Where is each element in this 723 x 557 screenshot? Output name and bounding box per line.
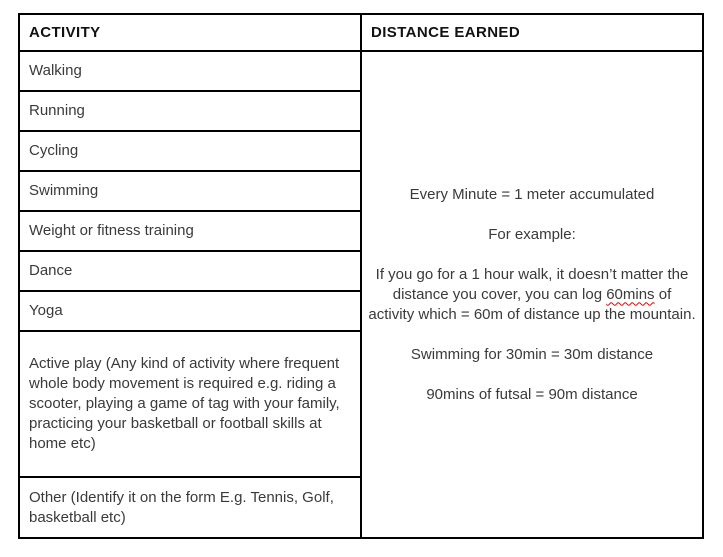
distance-earned-cell — [361, 51, 703, 538]
walk-example-text — [368, 265, 696, 325]
table-row — [19, 51, 703, 91]
activity-distance-table — [18, 13, 704, 539]
activity-cell-dance: Dance — [19, 251, 361, 291]
header-row — [19, 14, 703, 51]
for-example-label: For example: — [488, 225, 576, 243]
walk-example-before: If you go for a 1 hour walk, it doesn’t matter the distance you cover, you can log — [375, 265, 689, 303]
column-header-activity: ACTIVITY — [19, 14, 361, 51]
activity-cell-weight-training: Weight or fitness training — [19, 211, 361, 251]
activity-cell-running: Running — [19, 91, 361, 131]
distance-rule-text: Every Minute = 1 meter accumulated — [409, 185, 655, 203]
activity-cell-active-play: Active play (Any kind of activity where frequent whole body movement is required e.g. riding a scooter, playing a game of tag with your family, practicing your basketball or football skills at home etc) — [19, 331, 361, 477]
activity-cell-yoga: Yoga — [19, 291, 361, 331]
futsal-example-text: 90mins of futsal = 90m distance — [426, 385, 638, 403]
walk-example-after: of activity which = 60m of distance up the mountain. — [368, 285, 696, 323]
misspelled-word: 60mins — [606, 285, 655, 303]
activity-cell-swimming: Swimming — [19, 171, 361, 211]
activity-cell-other: Other (Identify it on the form E.g. Tennis, Golf, basketball etc) — [19, 477, 361, 538]
activity-cell-cycling: Cycling — [19, 131, 361, 171]
activity-cell-walking: Walking — [19, 51, 361, 91]
swimming-example-text: Swimming for 30min = 30m distance — [410, 345, 654, 363]
column-header-distance-earned: DISTANCE EARNED — [361, 14, 703, 51]
